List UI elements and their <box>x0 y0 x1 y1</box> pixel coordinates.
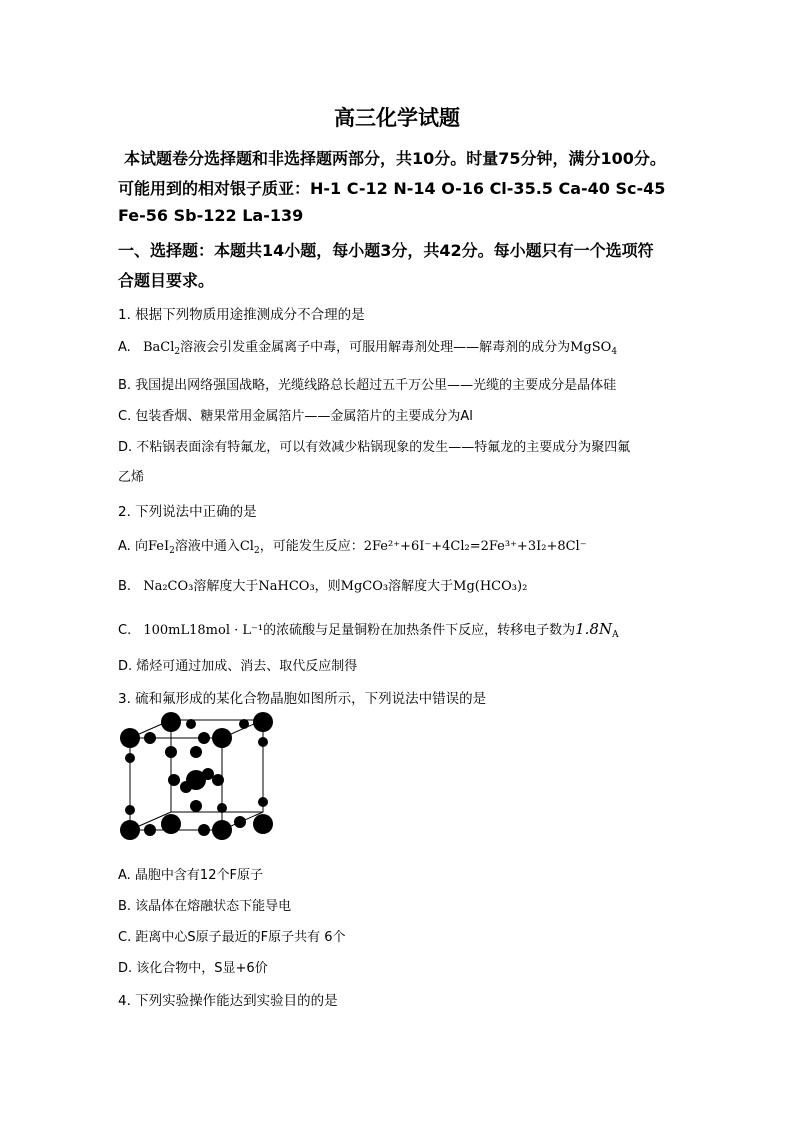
q2-stem: 2. 下列说法中正确的是 <box>118 504 257 520</box>
formula: Na₂CO₃ <box>143 579 194 594</box>
q3-option-b: B. 该晶体在熔融状态下能导电 <box>118 899 292 914</box>
f-atom <box>258 797 268 807</box>
q2-option-c: C. 100mL18mol · L⁻¹的浓硫酸与足量铜粉在加热条件下反应，转移电子数为$1.8N_A$ <box>118 620 619 640</box>
formula: $Cl_2$ <box>239 539 260 556</box>
page-title: 高三化学试题 <box>334 106 460 130</box>
f-atom <box>190 746 202 758</box>
s-atom <box>161 712 181 732</box>
formula: FeI$_2$ <box>147 539 175 556</box>
f-atom <box>180 781 192 793</box>
q2-option-b: B. Na₂CO₃溶解度大于NaHCO₃，则MgCO₃溶解度大于Mg(HCO₃)₂ <box>118 579 528 594</box>
s-atom <box>253 814 273 834</box>
intro-line-1: 本试题卷分选择题和非选择题两部分，共10分。时量75分钟，满分100分。 <box>124 149 666 168</box>
q4-stem: 4. 下列实验操作能达到实验目的的是 <box>118 993 338 1009</box>
f-atom <box>144 824 156 836</box>
f-atom <box>239 719 249 729</box>
option-label: A. <box>118 539 131 554</box>
s-atom <box>212 728 232 748</box>
option-label: A. <box>118 340 131 355</box>
intro-line-3: Fe-56 Sb-122 La-139 <box>118 206 304 225</box>
section-heading-line-2: 合题目要求。 <box>118 271 215 290</box>
f-atom <box>202 768 214 780</box>
f-atom <box>212 774 224 786</box>
q1-option-c: C. 包装香烟、糖果常用金属箔片——金属箔片的主要成分为Al <box>118 409 473 424</box>
formula: MgCO₃ <box>340 579 389 594</box>
formula: $1.8N_A$ <box>575 620 619 640</box>
q2-option-d: D. 烯烃可通过加成、消去、取代反应制得 <box>118 659 358 674</box>
q3-stem: 3. 硫和氟形成的某化合物晶胞如图所示，下列说法中错误的是 <box>118 691 487 707</box>
option-label: B. <box>118 579 132 594</box>
f-atom <box>144 732 156 744</box>
f-atom <box>190 800 202 812</box>
f-atom <box>198 824 210 836</box>
f-atom <box>258 737 268 747</box>
q3-option-c: C. 距离中心S原子最近的F原子共有 6个 <box>118 930 346 945</box>
formula: Mg(HCO₃)₂ <box>453 579 528 594</box>
equation: 2Fe²⁺+6I⁻+4Cl₂=2Fe³⁺+3I₂+8Cl⁻ <box>363 539 587 554</box>
f-atom <box>217 803 227 813</box>
q3-option-d: D. 该化合物中，S显+6价 <box>118 961 268 976</box>
f-atom <box>125 805 135 815</box>
q1-option-b: B. 我国提出网络强国战略，光缆线路总长超过五千万公里——光缆的主要成分是晶体硅 <box>118 378 617 393</box>
s-atom <box>120 820 140 840</box>
formula: NaHCO₃ <box>258 579 315 594</box>
f-atom <box>165 746 177 758</box>
option-text: 溶液会引发重金属离子中毒，可服用解毒剂处理——解毒剂的成分为 <box>180 340 571 355</box>
f-atom <box>234 816 246 828</box>
s-atom <box>120 728 140 748</box>
formula: BaCl$_2$ <box>142 340 181 357</box>
q1-stem: 1. 根据下列物质用途推测成分不合理的是 <box>118 307 365 323</box>
crystal-cell-figure <box>116 712 276 844</box>
q3-option-a: A. 晶胞中含有12个F原子 <box>118 868 263 883</box>
formula: MgSO$_4$ <box>570 340 618 357</box>
q2-option-a: A. 向FeI$_2$溶液中通入$Cl_2$，可能发生反应：2Fe²⁺+6I⁻+4Cl₂=2Fe³⁺+3I₂+8Cl⁻ <box>118 539 587 556</box>
f-atom <box>125 753 135 763</box>
q1-option-a <box>118 336 617 357</box>
f-atom <box>168 774 180 786</box>
f-atom <box>198 732 210 744</box>
s-atom <box>161 814 181 834</box>
q1-option-d-line-2: 乙烯 <box>118 470 145 485</box>
formula: 100mL18mol · L⁻¹ <box>143 623 264 638</box>
s-atom <box>253 712 273 732</box>
f-atom <box>186 719 196 729</box>
intro-line-2: 可能用到的相对银子质亚：H-1 C-12 N-14 O-16 Cl-35.5 Ca-40 Sc-45 <box>118 179 666 198</box>
q1-option-d-line-1: D. 不粘锅表面涂有特氟龙，可以有效减少粘锅现象的发生——特氟龙的主要成分为聚四氟 <box>118 440 631 455</box>
atoms <box>120 712 273 840</box>
s-atom <box>212 820 232 840</box>
section-heading-line-1: 一、选择题：本题共14小题，每小题3分，共42分。每小题只有一个选项符 <box>118 241 654 260</box>
option-label: C. <box>118 623 132 638</box>
